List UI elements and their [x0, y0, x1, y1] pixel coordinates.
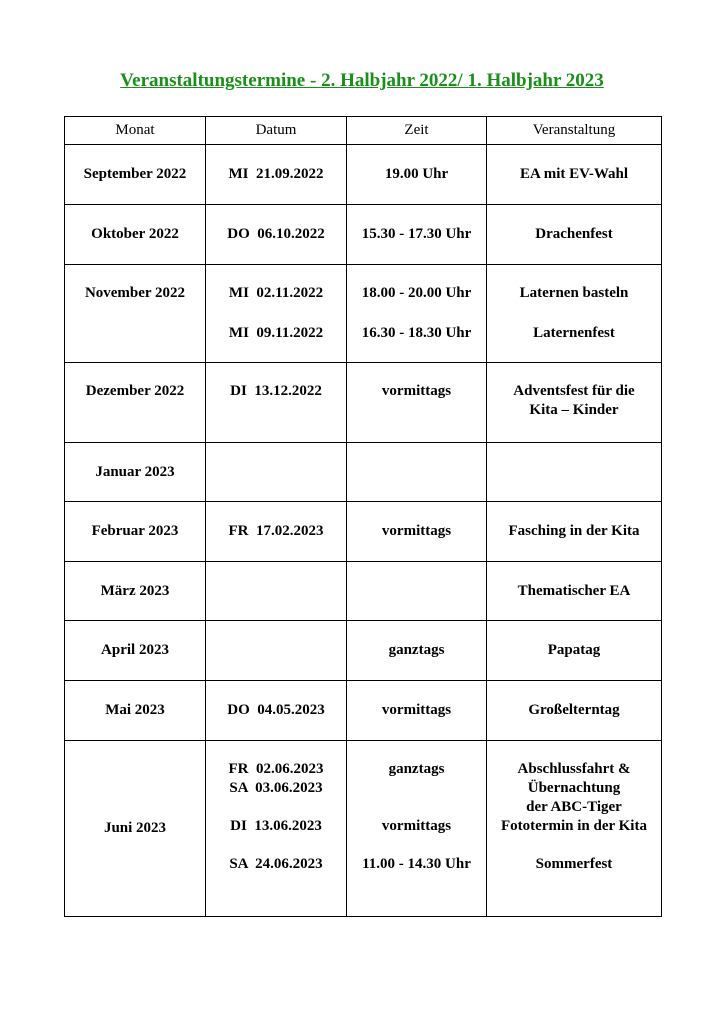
table-row-dezember — [65, 363, 662, 443]
cell-veranstaltung — [487, 265, 662, 363]
cell-veranstaltung — [487, 741, 662, 917]
table-row-september — [65, 145, 662, 205]
table-row-maerz — [65, 562, 662, 621]
table-row-april — [65, 621, 662, 681]
veranstaltung-line: der ABC-Tiger — [526, 799, 622, 815]
cell-datum: DO 06.10.2022 — [206, 205, 347, 265]
zeit-entry: ganztags — [388, 761, 445, 777]
zeit-entry: 18.00 - 20.00 Uhr — [361, 285, 472, 301]
cell-datum: DI 13.12.2022 — [206, 363, 347, 443]
table-row-mai — [65, 681, 662, 741]
cell-datum — [206, 265, 347, 363]
cell-veranstaltung — [487, 363, 662, 443]
page-title: Veranstaltungstermine - 2. Halbjahr 2022/ 1. Halbjahr 2023 — [120, 70, 604, 91]
cell-monat: Dezember 2022 — [65, 363, 206, 443]
cell-datum — [206, 562, 347, 621]
table-row-januar — [65, 443, 662, 502]
zeit-entry: vormittags — [381, 818, 452, 834]
cell-veranstaltung: Großelterntag — [487, 681, 662, 741]
veranstaltung-entry: Laternenfest — [533, 325, 615, 341]
header-zeit: Zeit — [347, 117, 487, 145]
datum-entry: SA 24.06.2023 — [229, 856, 323, 872]
cell-monat: Juni 2023 — [65, 741, 206, 917]
cell-datum: MI 21.09.2022 — [206, 145, 347, 205]
datum-entry: DI 13.06.2023 — [230, 818, 322, 834]
veranstaltung-line: Abschlussfahrt & — [517, 761, 631, 777]
cell-monat: November 2022 — [65, 265, 206, 363]
datum-entry: SA 03.06.2023 — [229, 780, 323, 796]
table-header-row — [65, 117, 662, 145]
cell-veranstaltung: EA mit EV-Wahl — [487, 145, 662, 205]
table-row-november — [65, 265, 662, 363]
cell-zeit — [347, 562, 487, 621]
veranstaltung-line: Adventsfest für die — [513, 383, 635, 399]
cell-veranstaltung: Papatag — [487, 621, 662, 681]
cell-zeit: 15.30 - 17.30 Uhr — [347, 205, 487, 265]
cell-zeit — [347, 443, 487, 502]
cell-veranstaltung: Drachenfest — [487, 205, 662, 265]
cell-veranstaltung: Thematischer EA — [487, 562, 662, 621]
cell-datum — [206, 443, 347, 502]
cell-zeit — [347, 741, 487, 917]
table-row-oktober — [65, 205, 662, 265]
cell-veranstaltung: Fasching in der Kita — [487, 502, 662, 562]
cell-monat: März 2023 — [65, 562, 206, 621]
cell-zeit: ganztags — [347, 621, 487, 681]
cell-monat: Mai 2023 — [65, 681, 206, 741]
cell-datum — [206, 621, 347, 681]
cell-monat: September 2022 — [65, 145, 206, 205]
veranstaltung-line: Kita – Kinder — [529, 402, 619, 418]
datum-entry: FR 02.06.2023 — [228, 761, 324, 777]
cell-datum: FR 17.02.2023 — [206, 502, 347, 562]
veranstaltung-entry: Fototermin in der Kita — [501, 818, 647, 834]
cell-zeit: vormittags — [347, 363, 487, 443]
table-row-juni — [65, 741, 662, 917]
veranstaltung-line: Übernachtung — [527, 780, 621, 796]
zeit-entry: 11.00 - 14.30 Uhr — [362, 856, 471, 872]
cell-monat: Oktober 2022 — [65, 205, 206, 265]
table-row-februar — [65, 502, 662, 562]
header-datum: Datum — [206, 117, 347, 145]
veranstaltung-entry: Laternen basteln — [519, 285, 629, 301]
cell-monat: Februar 2023 — [65, 502, 206, 562]
datum-entry: MI 02.11.2022 — [228, 285, 324, 301]
cell-monat: Januar 2023 — [65, 443, 206, 502]
zeit-entry: 16.30 - 18.30 Uhr — [361, 325, 472, 341]
schedule-table — [64, 116, 662, 917]
cell-zeit: 19.00 Uhr — [347, 145, 487, 205]
header-veranstaltung: Veranstaltung — [487, 117, 662, 145]
cell-monat: April 2023 — [65, 621, 206, 681]
cell-datum: DO 04.05.2023 — [206, 681, 347, 741]
header-monat: Monat — [65, 117, 206, 145]
veranstaltung-entry: Sommerfest — [535, 856, 613, 872]
cell-zeit: vormittags — [347, 502, 487, 562]
datum-entry: MI 09.11.2022 — [228, 325, 324, 341]
cell-datum — [206, 741, 347, 917]
cell-zeit — [347, 265, 487, 363]
cell-veranstaltung — [487, 443, 662, 502]
cell-zeit: vormittags — [347, 681, 487, 741]
